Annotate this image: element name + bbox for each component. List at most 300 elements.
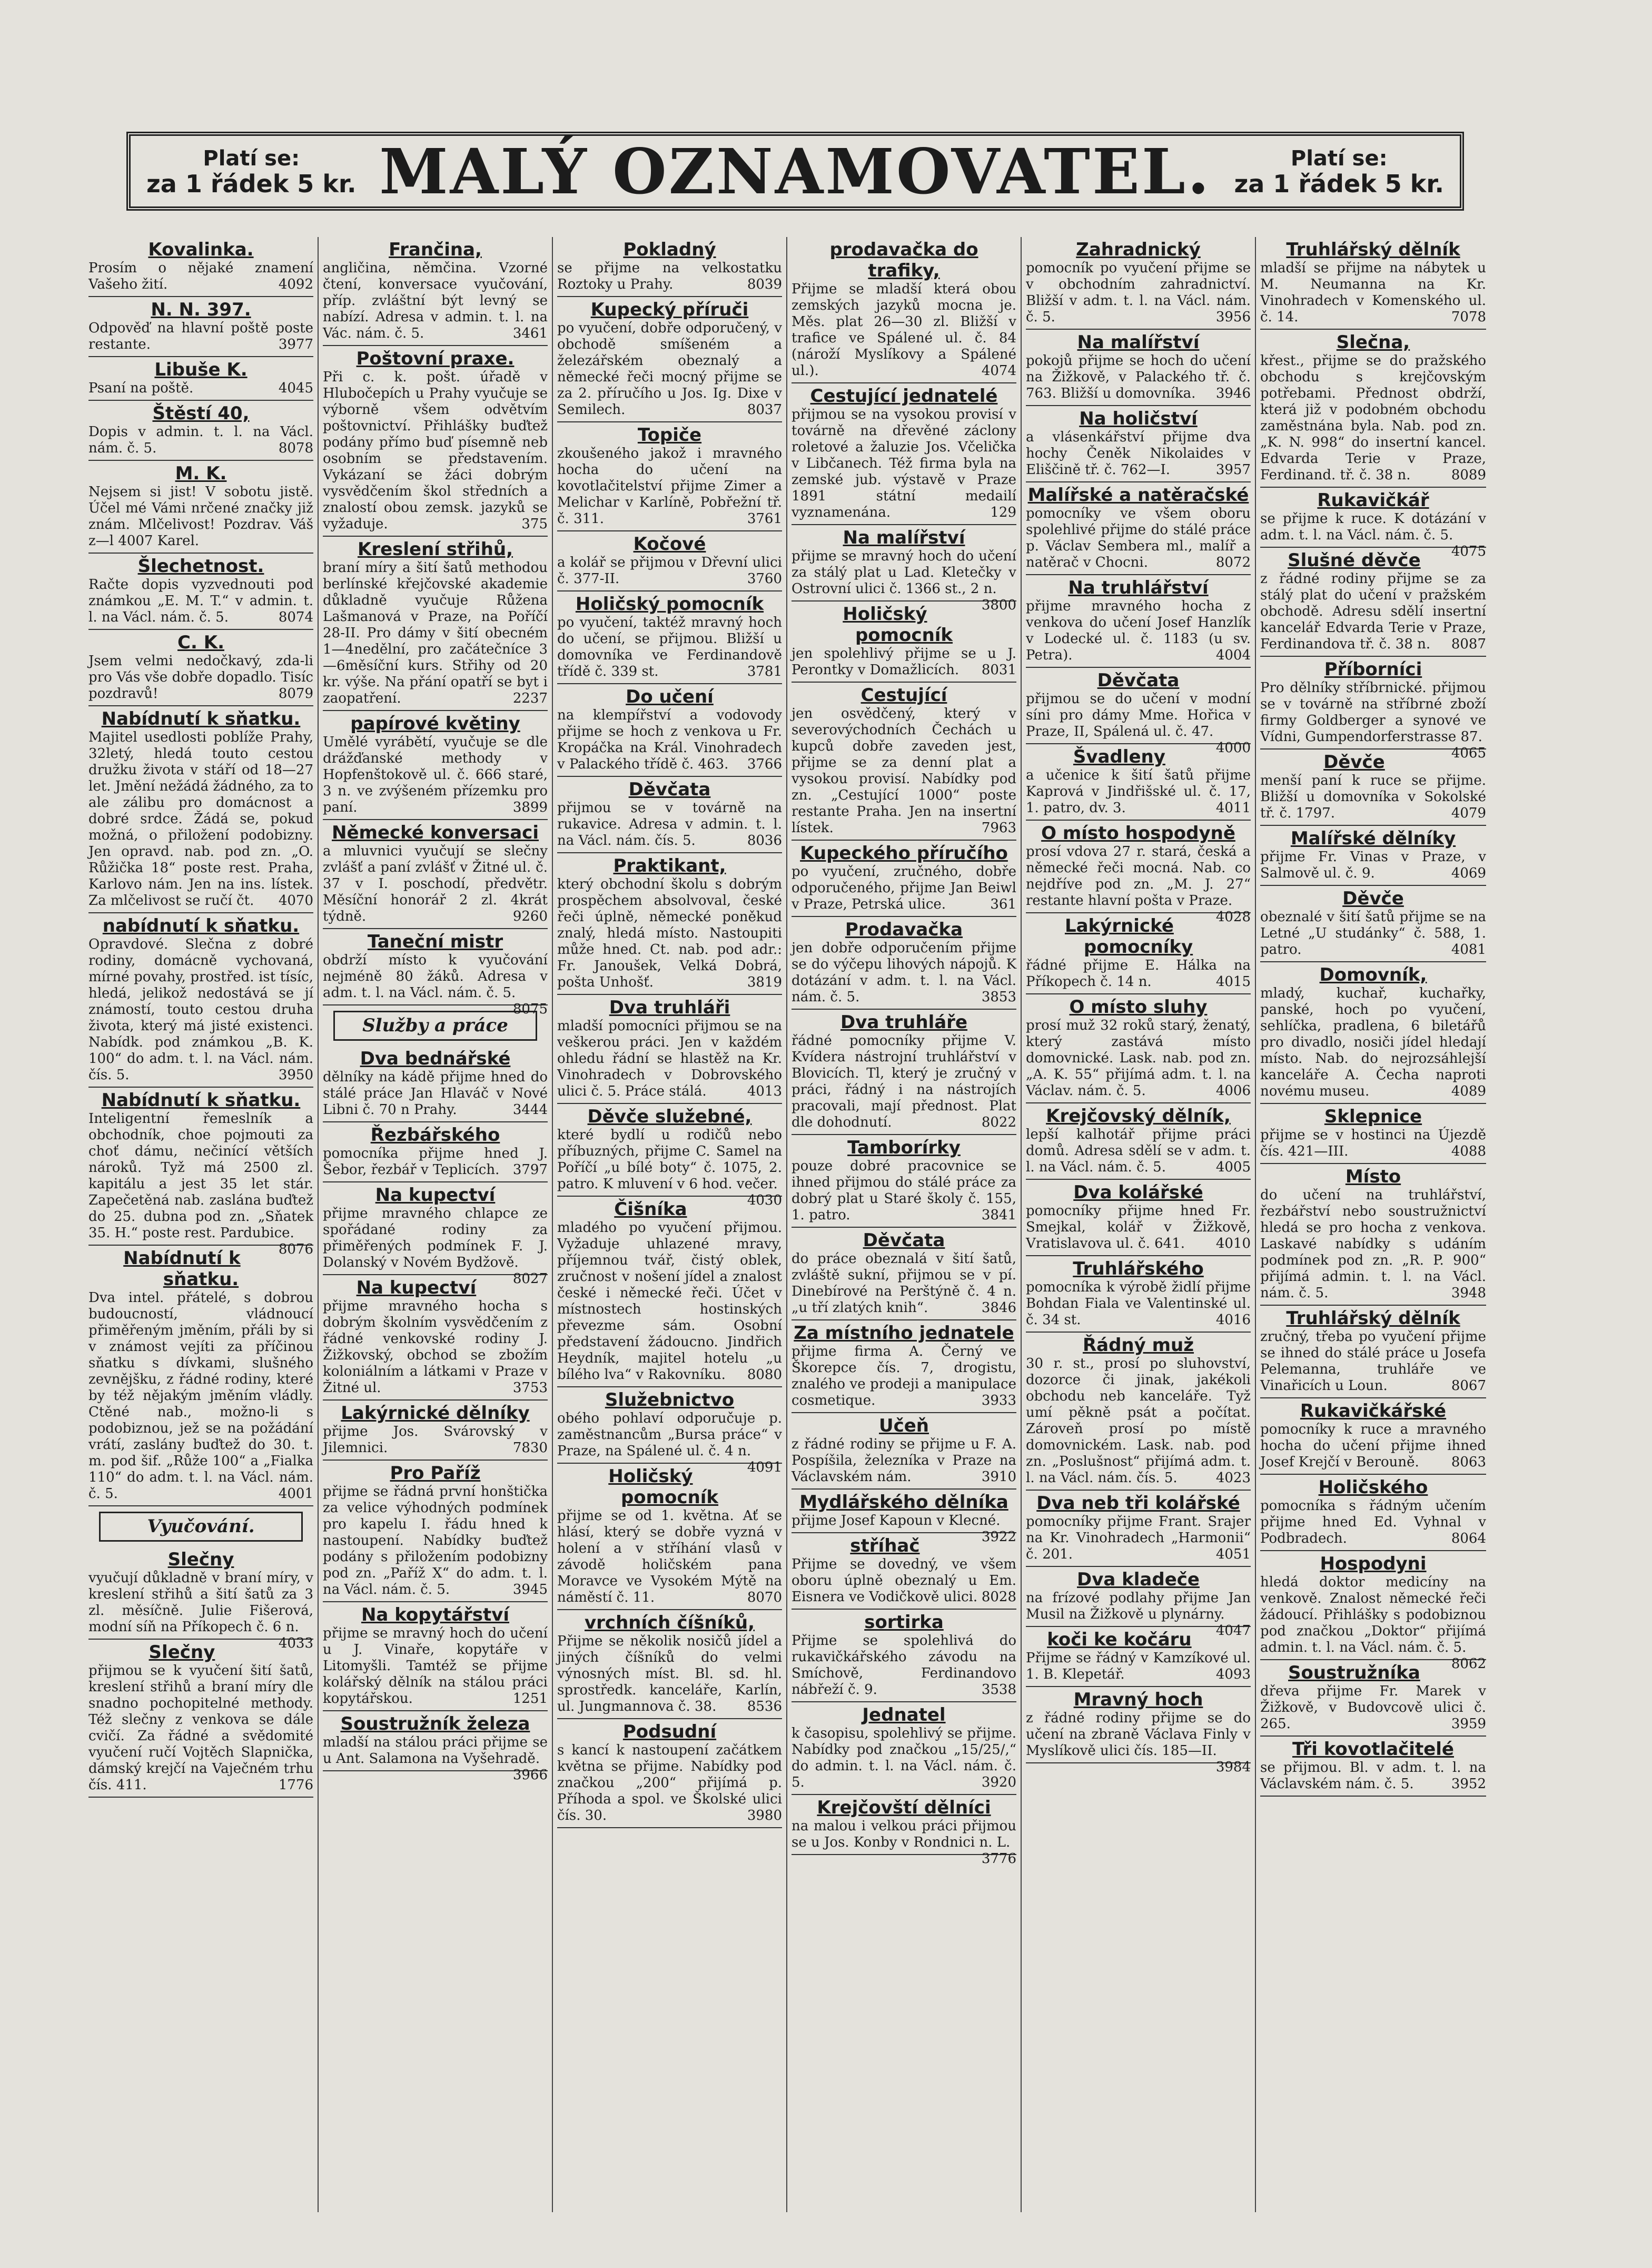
ad-headline: Na malířství xyxy=(843,527,965,548)
ad-body: Přijme se dovedný, ve všem oboru úplně obeznalý u Em. Eisnera ve Vodičkově ulici. xyxy=(792,1556,1016,1605)
ad-number: 4070 xyxy=(278,893,313,909)
ad-number: 3766 xyxy=(747,756,782,772)
ad-body: jen dobře odporučením přijme se do výčepu lihových nápojů. K dotázání v adm. t. l. na Václ. nám. č. 5. xyxy=(792,940,1016,1005)
ad-body: pomocníka s řádným učením přijme hned Ed. Vyhnal v Podbradech. xyxy=(1260,1498,1486,1546)
ad-headline: Rukavičkářské xyxy=(1300,1401,1447,1422)
ad-number: 4088 xyxy=(1451,1143,1486,1159)
classified-ad xyxy=(88,1246,313,1506)
ad-number: 4075 xyxy=(1451,544,1486,559)
ad-number: 7963 xyxy=(981,820,1016,836)
ad-body: na frízové podlahy přijme Jan Musil na Žižkově u plynárny. xyxy=(1026,1590,1251,1622)
ad-number: 3761 xyxy=(747,511,782,527)
classified-ad xyxy=(557,1464,782,1610)
classified-ad xyxy=(557,422,782,531)
ad-column xyxy=(1256,237,1490,2212)
ad-headline: Tři kovotlačitelé xyxy=(1292,1739,1454,1760)
ad-headline: Dva truhláři xyxy=(609,997,730,1018)
ad-number: 4004 xyxy=(1215,647,1251,663)
classified-ad xyxy=(1026,1180,1251,1256)
ad-number: 129 xyxy=(990,505,1016,520)
ad-body: Opravdové. Slečna z dobré rodiny, domácně vychovaná, mírné povahy, prostřed. ist tísíc, hledá, jelikož nedostává se jí známostí, touto cestou druha života, který má jisté existenci. Nabídk. pod známkou „B. K. 100“ do adm. t. l. na Václ. nám. čís. 5. xyxy=(88,936,313,1083)
ad-body: braní míry a šití šatů methodou berlínské křejčovské akademie důkladně vyučuje Růžena Lašmanová v Praze, na Poříčí 28-II. Pro dámy v šití obecném 1—4nedělní, pro začátečníce 3—6měsíční kurs. Střihy od 20 kr. výše. Na přání opatří se byt i zaopatření. xyxy=(323,560,548,706)
ad-headline: Pokladný xyxy=(623,239,716,260)
classified-ad xyxy=(557,591,782,684)
classified-ad xyxy=(88,554,313,630)
ad-body: k časopisu, spolehlivý se přijme. Nabídky pod značkou „15/25/,“ do admin. t. l. na Václ. nám. č. 5. xyxy=(792,1725,1016,1790)
ad-headline: Na kupectví xyxy=(356,1277,477,1298)
ad-headline: Truhlářský dělník xyxy=(1286,239,1460,260)
ad-body: do učení na truhlářství, řezbářství nebo soustružnictví hledá se pro hocha z venkova. Laskavé nabídky s udáním podmínek pod zn. „R. P. 900“ přijímá admin. t. l. na Václ. nám. č. 5. xyxy=(1260,1187,1486,1301)
ad-headline: Dva kolářské xyxy=(1073,1182,1203,1203)
ad-number: 8075 xyxy=(512,1001,548,1017)
ad-number: 3910 xyxy=(981,1469,1016,1485)
ad-body: obeznalé v šití šatů přijme se na Letné „U studánky“ č. 588, 1. patro. xyxy=(1260,909,1486,958)
right-price-line1: Platí se: xyxy=(1290,146,1388,171)
ad-number: 9260 xyxy=(512,909,548,924)
ad-number: 3977 xyxy=(278,337,313,352)
ad-body: křest., přijme se do pražského obchodu s krejčovským potřebami. Přednost obdrží, která již v podobném obchodu zaměstnána byla. Nab. pod zn. „K. N. 998“ do insertní kancel. Edvarda Terie v Praze, Ferdinand. tř. č. 38 n. xyxy=(1260,353,1486,483)
ad-headline: Děvčata xyxy=(863,1230,945,1251)
ad-body: pomocník po vyučení přijme se v obchodním zahradnictví. Bližší v adm. t. l. na Václ. nám. č. 5. xyxy=(1026,260,1251,325)
classified-ad xyxy=(323,711,548,820)
ad-body: přijme se mravný hoch do učení u J. Vinaře, kopytáře v Litomyšli. Tamtéž se přijme kolářský dělník na stálou práci kopytářskou. xyxy=(323,1625,548,1707)
classified-ad xyxy=(557,1104,782,1208)
ad-number: 8080 xyxy=(747,1367,782,1383)
classified-ad xyxy=(792,1010,1016,1135)
classified-ad xyxy=(1260,1398,1486,1475)
classified-ad xyxy=(1260,657,1486,761)
ad-number: 8036 xyxy=(747,833,782,849)
ad-body: prosí vdova 27 r. stará, česká a německé řeči mocná. Nab. co nejdříve pod zn. „M. J. 27“ restante hlavní pošta v Praze. xyxy=(1026,844,1251,909)
ad-body: pomocníka k výrobě židlí přijme Bohdan Fiala ve Valentinské ul. č. 34 st. xyxy=(1026,1279,1251,1328)
ad-headline: Nabídnutí k sňatku. xyxy=(101,708,301,729)
ad-body: obdrží místo k vyučování nejméně 80 žáků. Adresa v adm. t. l. na Václ. nám. č. 5. xyxy=(323,952,548,1001)
classified-ad xyxy=(557,1610,782,1719)
classified-ad xyxy=(323,1602,548,1711)
ad-headline: Kupecký příruči xyxy=(590,299,749,320)
ad-headline: Za místního jednatele xyxy=(794,1323,1014,1344)
ad-headline: Děvče xyxy=(1323,752,1385,773)
ad-body: Dopis v admin. t. l. na Václ. nám. č. 5. xyxy=(88,424,313,456)
ad-number: 8072 xyxy=(1215,555,1251,570)
classified-ad xyxy=(323,820,548,929)
classified-ad xyxy=(557,531,782,591)
ad-body: pokojů přijme se hoch do učení na Žižkově, v Palackého tř. č. 763. Bližší u domovníka. xyxy=(1026,353,1251,401)
ad-number: 375 xyxy=(521,516,548,532)
ad-number: 3444 xyxy=(512,1102,548,1118)
ad-headline: Slušné děvče xyxy=(1288,550,1421,571)
ad-number: 4028 xyxy=(1215,909,1251,925)
ad-headline: Sklepnice xyxy=(1324,1106,1422,1127)
ad-body: mladého po vyučení přijmou. Vyžaduje uhlazené mravy, příjemnou tvář, čistý oblek, zručnost v nošení jídel a znalost české i německé řeči. Účet v místnostech hostinských převezme sám. Osobní představení žádoucno. Jindřich Heydník, majitel hotelu „u bílého lva“ v Rakovníku. xyxy=(557,1220,782,1383)
ad-headline: Dva kladeče xyxy=(1077,1569,1200,1590)
ad-headline: Na kopytářství xyxy=(361,1604,510,1625)
classified-ad xyxy=(1260,1164,1486,1306)
ad-headline: Kovalinka. xyxy=(148,239,254,260)
ad-headline: Dva truhláře xyxy=(840,1012,968,1033)
ad-headline: Kreslení střihů, xyxy=(357,539,513,560)
ad-number: 4091 xyxy=(747,1460,782,1475)
classified-ad xyxy=(323,1275,548,1401)
classified-ad xyxy=(1260,1737,1486,1797)
ad-number: 8062 xyxy=(1451,1656,1486,1672)
classified-ad xyxy=(792,1413,1016,1490)
ad-number: 3957 xyxy=(1215,462,1251,478)
ad-body: Umělé vyrábětí, vyučuje se dle drážďanské methody v Hopfenštokově ul. č. 666 staré, 3 n. ve zvýšeném přízemku pro paní. xyxy=(323,734,548,815)
ad-headline: Slečny xyxy=(167,1549,234,1570)
ad-headline: Hospodyni xyxy=(1320,1553,1427,1574)
ad-column xyxy=(84,237,319,2212)
ad-body: pomocníky přijme Frant. Srajer na Kr. Vinohradech „Harmonii“ č. 201. xyxy=(1026,1514,1251,1562)
ad-body: přijmou se do učení v modní síni pro dámy Mme. Hořica v Praze, II, Spálená ul. č. 47. xyxy=(1026,691,1251,739)
ad-body: pomocníky přijme hned Fr. Smejkal, kolář v Žižkově, Vratislavova ul. č. 641. xyxy=(1026,1203,1251,1251)
ad-headline: Nabídnutí k sňatku. xyxy=(123,1248,241,1290)
ad-headline: Domovník, xyxy=(1319,964,1427,985)
classified-ad xyxy=(1260,1551,1486,1672)
ad-body: přijme Jos. Svárovský v Jilemnici. xyxy=(323,1424,548,1456)
classified-ad xyxy=(88,461,313,554)
classified-ad xyxy=(557,995,782,1104)
ad-body: obého pohlaví odporučuje p. zaměstnancům „Bursa práce“ v Praze, na Spálené ul. č. 4 n. xyxy=(557,1411,782,1459)
classified-ad xyxy=(792,1490,1016,1545)
ad-headline: C. K. xyxy=(177,632,224,653)
classified-ad xyxy=(1026,1687,1251,1775)
ad-number: 3899 xyxy=(512,800,548,815)
ad-number: 8074 xyxy=(278,609,313,625)
classified-ad xyxy=(323,929,548,1017)
ad-body: 30 r. st., prosí po sluhovství, dozorce či jinak, jakékoli obchodu neb kanceláře. Tyž umí pěkně psát a počítat. Zároveň prosí po místě domovnickém. Lask. nab. pod zn. „Poslušnost“ přijímá adm. t. l. na Václ. nám. čís. 5. xyxy=(1026,1356,1251,1486)
ad-body: přijme se mravný hoch do učení za stálý plat u Lad. Kletečky v Ostrovní ulici č. 1366 st., 2 n. xyxy=(792,548,1016,597)
classified-ad xyxy=(323,1711,548,1783)
ad-number: 4033 xyxy=(278,1635,313,1651)
ad-number: 3797 xyxy=(512,1162,548,1178)
ad-body: se přijme k ruce. K dotázání v adm. t. l. na Václ. nám. č. 5. xyxy=(1260,511,1486,543)
ad-number: 4051 xyxy=(1215,1546,1251,1562)
classified-ad xyxy=(1026,994,1251,1103)
ad-number: 2237 xyxy=(512,691,548,706)
classified-ad xyxy=(1260,886,1486,962)
ad-number: 4081 xyxy=(1451,942,1486,958)
ad-headline: Zahradnický xyxy=(1076,239,1201,260)
classified-ad xyxy=(88,706,313,913)
classified-ad xyxy=(557,1719,782,1828)
ad-body: přijme Fr. Vinas v Praze, v Salmově ul. č. 9. xyxy=(1260,849,1486,881)
ad-number: 4010 xyxy=(1215,1236,1251,1251)
ad-headline: Holičský pomocník xyxy=(575,594,764,615)
ad-headline: Místo xyxy=(1345,1166,1401,1187)
masthead-title: MALÝ OZNAMOVATEL. xyxy=(379,134,1211,208)
ad-headline: Podsudní xyxy=(622,1721,717,1742)
classified-ad xyxy=(323,1401,548,1461)
ad-headline: M. K. xyxy=(175,463,227,484)
ad-number: 7078 xyxy=(1451,309,1486,325)
ad-headline: Prodavačka xyxy=(845,919,963,940)
ad-body: po vyučení, dobře odporučený, v obchodě smíšeném a železářském obeznalý a německé řeči mocný přijme se za 2. příručího u Jos. Ig. Dixe v Semilech. xyxy=(557,320,782,418)
ad-headline: sortirka xyxy=(864,1612,944,1633)
ad-headline: Kupeckého příručího xyxy=(800,843,1008,864)
ad-headline: Na holičství xyxy=(1079,408,1198,429)
ad-headline: Mydlářského dělníka xyxy=(799,1492,1008,1513)
ad-headline: Šlechetnost. xyxy=(137,556,264,577)
ad-body: Pro dělníky stříbrnické. přijmou se v továrně na stříbrné zboží firmy Goldberger a synové ve Vídni, Gumpendorferstrasse 87. xyxy=(1260,680,1486,745)
ad-headline: Malířské a natěračské xyxy=(1027,485,1249,506)
ad-headline: Štěstí 40, xyxy=(152,403,250,424)
ad-headline: O místo sluhy xyxy=(1069,997,1208,1018)
ad-body: a kolář se přijmou v Dřevní ulici č. 377-II. xyxy=(557,555,782,587)
ad-body: Přijme se řádný v Kamzíkové ul. 1. B. Klepetář. xyxy=(1026,1650,1251,1682)
ad-headline: papírové květiny xyxy=(350,713,520,734)
ad-headline: Truhlářský dělník xyxy=(1286,1308,1460,1329)
classified-ad xyxy=(1026,821,1251,925)
classified-ad xyxy=(1026,1103,1251,1180)
ad-body: jen osvědčený, který v severovýchodních Čechách u kupců dobře zaveden jest, přijme se za denní plat a vysokou provisí. Nabídky pod zn. „Cestující 1000“ poste restante Praha. Jen na insertní lístek. xyxy=(792,706,1016,836)
ad-headline: Německé konversaci xyxy=(332,822,539,843)
ad-column xyxy=(553,237,787,2212)
ad-headline: nabídnutí k sňatku. xyxy=(102,915,300,936)
classified-ad xyxy=(792,1320,1016,1413)
classified-ad xyxy=(88,401,313,461)
ad-body: přijme firma A. Černý ve Škorepce čís. 7, drogistu, znalého ve prodeji a manipulace cosmetique. xyxy=(792,1344,1016,1408)
ad-headline: Tamborírky xyxy=(847,1137,961,1158)
classified-ad xyxy=(323,537,548,711)
classified-ad xyxy=(557,1197,782,1387)
ad-body: přijme mravného hocha z venkova do učení Josef Hanzlík v Lodecké ul. č. 1183 (u sv. Petra). xyxy=(1026,598,1251,663)
ad-body: mladý, kuchař, kuchařky, panské, hoch po vyučení, sehlíčka, pradlena, 6 biletářů pro divadlo, nosiči jídel hledají místo. Nab. do nejrozsáhlejší kanceláře A. Čecha naproti novému museu. xyxy=(1260,985,1486,1099)
newspaper-page xyxy=(84,121,1486,2212)
ad-number: 8087 xyxy=(1451,636,1486,652)
classified-ad xyxy=(1260,826,1486,886)
classified-ad xyxy=(323,1461,548,1602)
classified-ad xyxy=(88,630,313,706)
ad-number: 8063 xyxy=(1451,1454,1486,1470)
ad-number: 3800 xyxy=(981,597,1016,613)
section-heading: Vyučování. xyxy=(99,1512,303,1542)
ad-body: a vlásenkářství přijme dva hochy Čeněk Nikolaides v Eliščině tř. č. 762—I. xyxy=(1026,429,1251,478)
classified-ad xyxy=(1260,1475,1486,1551)
section-heading: Služby a práce xyxy=(333,1011,537,1041)
ad-body: mladší se přijme na nábytek u M. Neumanna na Kr. Vinohradech v Komenského ul. č. 14. xyxy=(1260,260,1486,325)
ad-headline: Cestující jednatelé xyxy=(810,386,998,407)
ad-body: prosí muž 32 roků starý, ženatý, který zastává místo domovnické. Lask. nab. pod zn. „A. K. 55“ přijímá adm. t. l. na Václav. nám. č. 5. xyxy=(1026,1018,1251,1099)
ad-body: pomocníky k ruce a mravného hocha do učení přijme ihned Josef Krejčí v Berouně. xyxy=(1260,1422,1486,1470)
ad-headline: Soustružníka xyxy=(1288,1662,1420,1683)
classified-ad xyxy=(323,1182,548,1287)
ad-column xyxy=(1022,237,1256,2212)
ad-headline: Děvče služebné, xyxy=(587,1106,752,1127)
ad-number: 3933 xyxy=(981,1393,1016,1408)
ad-body: přijme se v hostinci na Újezdě čís. 421—III. xyxy=(1260,1127,1486,1159)
classified-ad xyxy=(792,1135,1016,1228)
ad-body: Přijme se spolehlivá do rukavičkářského závodu na Smíchově, Ferdinandovo nábřeží č. 9. xyxy=(792,1633,1016,1698)
ad-number: 3959 xyxy=(1451,1716,1486,1732)
ad-number: 8031 xyxy=(981,662,1016,678)
ad-headline: Topiče xyxy=(637,425,702,446)
ad-headline: Slečna, xyxy=(1336,332,1410,353)
ad-body: Psaní na poště. xyxy=(88,380,194,396)
ad-number: 8067 xyxy=(1451,1378,1486,1394)
classified-ad xyxy=(1260,962,1486,1104)
ad-headline: Služebnictvo xyxy=(605,1389,735,1411)
ad-body: přijme se řádná první honštička za velice výhodných podmínek pro kapelu I. řádu hned k nastoupení. Nabídky buďtež podány s přiložením podobizny pod zn. „Paříž X“ do adm. t. l. na Václ. nám. č. 5. xyxy=(323,1484,548,1598)
ad-body: který obchodní školu s dobrým prospěchem absolvoval, české řeči úplně, německé poněkud znalý, hledá místo. Nastoupiti může hned. Ct. nab. pod adr.: Fr. Janoušek, Velká Dobrá, pošta Unhošť. xyxy=(557,876,782,990)
ad-number: 3950 xyxy=(278,1067,313,1083)
ad-body: Jsem velmi nedočkavý, zda-li pro Vás vše dobře dopadlo. Tisíc pozdravů! xyxy=(88,653,313,702)
ad-body: přijme mravného chlapce ze spořádané rodiny za přiměřených podmínek F. J. Dolanský v Novém Bydžově. xyxy=(323,1206,548,1270)
ad-headline: Řádný muž xyxy=(1082,1335,1194,1356)
classified-ad xyxy=(323,237,548,346)
classified-ad xyxy=(557,853,782,995)
classified-ad xyxy=(1260,237,1486,330)
ad-number: 4015 xyxy=(1215,974,1251,990)
ad-body: přijme se od 1. května. Ať se hlásí, který se dobře vyzná v holení a v stříhání vlasů v závodě holičském pana Moravce ve Vysokém Mýtě na náměstí č. 11. xyxy=(557,1508,782,1605)
classified-ad xyxy=(1026,575,1251,668)
ad-number: 4089 xyxy=(1451,1083,1486,1099)
left-price-line2: za 1 řádek 5 kr. xyxy=(146,170,357,198)
classified-ad xyxy=(1260,1104,1486,1164)
classified-ad xyxy=(88,237,313,297)
classified-ad xyxy=(792,841,1016,917)
ad-columns xyxy=(84,237,1611,2212)
classified-ad xyxy=(792,1228,1016,1320)
ad-headline: Soustružník železa xyxy=(340,1713,530,1734)
ad-number: 4030 xyxy=(747,1192,782,1208)
classified-ad xyxy=(88,297,313,357)
ad-body: z řádné rodiny přijme se do učení na zbraně Václava Finly v Myslíkově ulici čís. 185—II. xyxy=(1026,1710,1251,1759)
ad-body: mladší pomocníci přijmou se na veškerou práci. Jen v každém ohledu řádní se hlastěž na Kr. Vinohradech v Dobrovského ulici č. 5. Práce stálá. xyxy=(557,1018,782,1099)
ad-body: přijme Josef Kapoun v Klecné. xyxy=(792,1513,1001,1529)
ad-body: do práce obeznalá v šití šatů, zvláště sukní, přijmou se v pí. Dinebírové na Perštýně č. 4 n. „u tří zlatých knih“. xyxy=(792,1251,1016,1316)
ad-body: hledá doktor medicíny na venkově. Znalost německé řeči žádoucí. Přihlášky s podobiznou pod značkou „Doktor“ přijímá admin. t. l. na Václ. nám. č. 5. xyxy=(1260,1574,1486,1655)
ad-number: 8079 xyxy=(278,686,313,702)
ad-number: 4016 xyxy=(1215,1312,1251,1328)
ad-number: 3920 xyxy=(981,1774,1016,1790)
ad-number: 8070 xyxy=(747,1590,782,1605)
ad-headline: prodavačka do trafiky, xyxy=(829,239,978,281)
classified-ad xyxy=(792,1795,1016,1867)
ad-number: 4001 xyxy=(278,1486,313,1502)
classified-ad xyxy=(557,684,782,777)
ad-headline: Holičského xyxy=(1318,1477,1428,1498)
ad-number: 3945 xyxy=(512,1582,548,1598)
ad-body: Inteligentní řemeslník a obchodník, choe pojmouti za choť dámu, nečinící větších nároků. Tyž má 2500 zl. kapitálu a jest 35 let stár. Zapečetěná nab. zaslána buďtež do 25. dubna pod zn. „Sňatek 35. H.“ poste rest. Pardubice. xyxy=(88,1111,313,1241)
ad-number: 361 xyxy=(990,896,1016,912)
ad-headline: Pro Paříž xyxy=(390,1463,481,1484)
ad-headline: Jednatel xyxy=(862,1704,946,1725)
classified-ad xyxy=(323,1046,548,1122)
ad-number: 8089 xyxy=(1451,467,1486,483)
ad-headline: Dva bednářské xyxy=(360,1048,511,1069)
ad-number: 4079 xyxy=(1451,805,1486,821)
ad-body: lepší kalhotář přijme práci domů. Adresa sdělí se v adm. t. l. na Václ. nám. č. 5. xyxy=(1026,1127,1251,1175)
ad-number: 3956 xyxy=(1215,309,1251,325)
ad-body: jen spolehlivý přijme se u J. Perontky v Domažlicích. xyxy=(792,646,1016,678)
classified-ad xyxy=(323,346,548,537)
ad-number: 4092 xyxy=(278,277,313,292)
ad-number: 3853 xyxy=(981,989,1016,1005)
ad-body: pouze dobré pracovnice se ihned přijmou do stálé práce za dobrý plat u Staré školy č. 155, 1. patro. xyxy=(792,1158,1016,1223)
classified-ad xyxy=(1026,482,1251,575)
ad-headline: Praktikant, xyxy=(613,855,726,876)
classified-ad xyxy=(792,683,1016,841)
ad-headline: Na truhlářství xyxy=(1068,577,1209,598)
classified-ad xyxy=(1260,1306,1486,1398)
ad-body: které bydlí u rodičů nebo příbuzných, přijme C. Samel na Poříčí „u bílé boty“ č. 1075, 2. patro. K mluvení v 6 hod. večer. xyxy=(557,1127,782,1192)
ad-body: přijmou se k vyučení šití šatů, kreslení střihů a braní míry dle snadno pochopitelné methody. Též slečny z venkova se dále cvičí. Za řádné a svědomité vyučení ručí Vojtěch Slapnička, dámský krejčí na Vaječném trhu čís. 411. xyxy=(88,1663,313,1793)
classified-ad xyxy=(792,1702,1016,1795)
ad-body: přijme mravného hocha s dobrým školním vysvědčením z řádné venkovské rodiny J. Žižkovský, obchod se zbožím koloniálním a látkami v Praze v Žitné ul. xyxy=(323,1298,548,1396)
ad-headline: Mravný hoch xyxy=(1073,1689,1203,1710)
right-price-box xyxy=(1234,146,1444,196)
ad-number: 8028 xyxy=(981,1589,1016,1605)
classified-ad xyxy=(1026,1333,1251,1491)
ad-body: zkoušeného jakož i mravného hocha do učení na kovotlačitelství přijme Zimer a Melichar v Karlíně, Pobřežní tř. č. 311. xyxy=(557,446,782,527)
ad-body: po vyučení, zručného, dobře odporučeného, přijme Jan Beiwl v Praze, Petrská ulice. xyxy=(792,864,1016,912)
ad-headline: Lakýrnické dělníky xyxy=(341,1403,530,1424)
ad-number: 8536 xyxy=(747,1699,782,1714)
classified-ad xyxy=(1260,330,1486,488)
classified-ad xyxy=(557,777,782,853)
ad-number: 3760 xyxy=(747,571,782,587)
ad-headline: N. N. 397. xyxy=(151,299,251,320)
ad-number: 4011 xyxy=(1215,800,1251,816)
ad-body: s kancí k nastoupení začátkem května se přijme. Nabídky pod značkou „200“ přijímá p. Příhoda a spol. ve Školské ulici čís. 30. xyxy=(557,1742,782,1823)
ad-body: Přijme se mladší která obou zemských jazyků mocna je. Měs. plat 26—30 zl. Bližší v trafice ve Spálené ul. č. 84 (nároží Myslíkovy a Spálené ul.). xyxy=(792,281,1016,379)
left-price-box xyxy=(146,146,357,196)
ad-number: 3776 xyxy=(981,1851,1016,1867)
ad-number: 3966 xyxy=(512,1767,548,1783)
classified-ad xyxy=(792,237,1016,383)
ad-number: 4093 xyxy=(1215,1667,1251,1682)
ad-number: 7830 xyxy=(512,1440,548,1456)
ad-headline: Taneční mistr xyxy=(367,931,503,952)
classified-ad xyxy=(323,1122,548,1182)
classified-ad xyxy=(557,1387,782,1475)
ad-headline: Na kupectví xyxy=(375,1185,496,1206)
ad-body: řádné přijme E. Hálka na Příkopech č. 14 n. xyxy=(1026,958,1251,990)
ad-body: Majitel usedlosti poblíže Prahy, 32letý, hledá touto cestou družku života v stáří od 18—27 let. Jmění nežádá žádného, za to ale zálibu pro domácnost a dobré srdce. Žádá se, pokud možná, o přiložení podobizny. Jen opravd. nab. pod zn. „O. Růžička 18“ poste rest. Praha, Karlovo nám. Jen na ins. lístek. Za mlčelivost se ručí čt. xyxy=(88,729,313,909)
ad-number: 3753 xyxy=(512,1380,548,1396)
ad-number: 4005 xyxy=(1215,1159,1251,1175)
ad-headline: Holičský pomocník xyxy=(843,604,953,646)
ad-number: 3948 xyxy=(1451,1285,1486,1301)
ad-number: 3952 xyxy=(1451,1776,1486,1792)
ad-body: angličina, němčina. Vzorné čtení, konversace vyučování, příp. zvláštní být levný se nabízí. Adresa v admin. t. l. na Vác. nám. č. 5. xyxy=(323,260,548,341)
left-price-line1: Platí se: xyxy=(203,146,300,171)
ad-headline: Libuše K. xyxy=(154,359,248,380)
classified-ad xyxy=(1026,913,1251,994)
ad-headline: Krejčovští dělníci xyxy=(817,1797,991,1818)
ad-headline: Děvčata xyxy=(628,779,711,800)
ad-headline: Do učení xyxy=(626,686,714,707)
ad-headline: Poštovní praxe. xyxy=(356,348,515,369)
ad-number: 8022 xyxy=(981,1115,1016,1130)
ad-column xyxy=(787,237,1022,2212)
ad-body: z řádné rodiny se přijme u F. A. Pospíšila, železníka v Praze na Václavském nám. xyxy=(792,1436,1016,1485)
ad-number: 3984 xyxy=(1215,1759,1251,1775)
ad-body: pomocníka přijme hned J. Šebor, řezbář v Teplicích. xyxy=(323,1146,548,1178)
ad-number: 3461 xyxy=(512,326,548,341)
ad-number: 4000 xyxy=(1215,740,1251,756)
ad-headline: Kočové xyxy=(633,534,706,555)
classified-ad xyxy=(88,1640,313,1798)
classified-ad xyxy=(1026,1491,1251,1567)
ad-number: 4006 xyxy=(1215,1083,1251,1099)
classified-ad xyxy=(792,383,1016,525)
ad-body: po vyučení, taktéž mravný hoch do učení, se přijmou. Bližší u domovníka ve Ferdinandově třídě č. 339 st. xyxy=(557,615,782,679)
ad-body: Přijme se několik nosičů jídel a jiných číšníků do velmi výnosných míst. Bl. sd. hl. sprostředk. kanceláře, Karlín, ul. Jungmannova č. 38. xyxy=(557,1633,782,1714)
ad-body: menší paní k ruce se přijme. Bližší u domovníka v Sokolské tř. č. 1797. xyxy=(1260,773,1486,821)
ad-number: 4065 xyxy=(1451,745,1486,761)
